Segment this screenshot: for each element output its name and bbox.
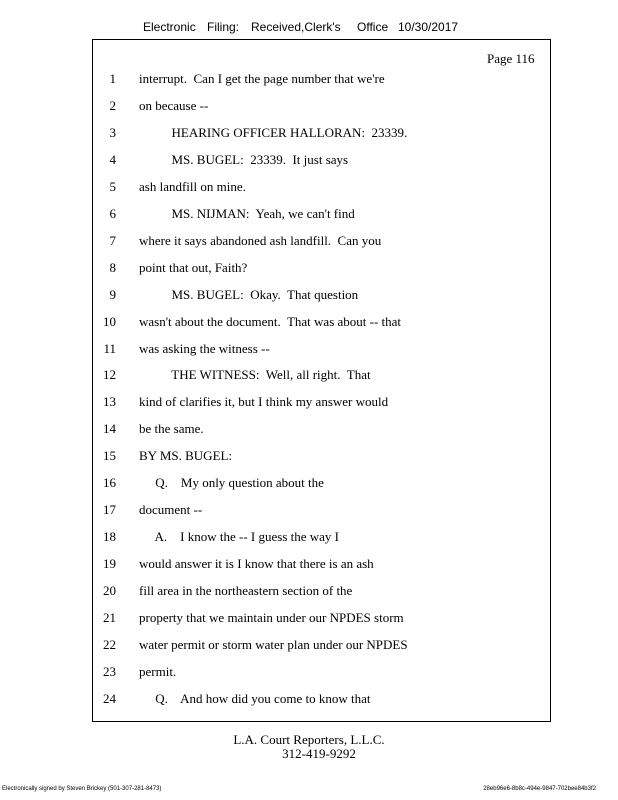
court-reporter-phone: 312-419-9292 [282, 746, 356, 761]
line-number: 11 [103, 340, 116, 356]
transcript-line [0, 556, 618, 574]
line-text: wasn't about the document. That was about -- that [139, 313, 402, 329]
line-number: 1 [109, 71, 116, 86]
line-text: permit. [139, 663, 177, 679]
line-text: on because -- [139, 97, 209, 113]
transcript-line [0, 475, 618, 493]
document-hash: 28eb96e6-8b8c-494e-9847-702bee84b3f2 [483, 786, 596, 792]
transcript-line [0, 664, 618, 682]
line-text: MS. NIJMAN: Yeah, we can't find [139, 205, 355, 221]
court-reporter-name: L.A. Court Reporters, L.L.C. [233, 732, 385, 747]
line-number: 21 [103, 610, 116, 625]
transcript-line [0, 691, 618, 709]
line-number: 5 [109, 178, 116, 194]
line-number: 12 [103, 367, 116, 383]
line-text: BY MS. BUGEL: [139, 448, 233, 464]
line-text: MS. BUGEL: Okay. That question [139, 286, 359, 302]
header-date: 10/30/2017 [398, 20, 459, 34]
line-text: where it says abandoned ash landfill. Can you [139, 232, 382, 248]
line-text: would answer it is I know that there is an ash [139, 556, 374, 572]
electronic-signature: Electronically signed by Steven Brickey (501-307-281-8473) [2, 786, 162, 792]
line-text: THE WITNESS: Well, all right. That [139, 367, 371, 383]
line-number: 7 [109, 232, 116, 248]
transcript-line [0, 179, 618, 197]
line-number: 9 [109, 286, 116, 302]
line-number: 8 [109, 259, 116, 275]
transcript-line [0, 287, 618, 305]
transcript-line [0, 448, 618, 466]
filing-header [0, 20, 618, 36]
line-number: 23 [103, 663, 116, 679]
line-number: 14 [103, 421, 116, 437]
line-text: Q. And how did you come to know that [139, 690, 371, 706]
header-filing: Filing: [207, 20, 240, 34]
line-number: 3 [109, 124, 116, 140]
line-text: kind of clarifies it, but I think my answer would [139, 394, 389, 410]
transcript-line [0, 637, 618, 655]
line-number: 10 [103, 313, 116, 329]
line-text: interrupt. Can I get the page number that we're [139, 71, 385, 86]
transcript-line [0, 529, 618, 547]
transcript-line [0, 152, 618, 170]
line-number: 16 [103, 475, 116, 491]
line-number: 15 [103, 448, 116, 464]
transcript-line [0, 314, 618, 332]
line-number: 19 [103, 556, 116, 572]
line-number: 2 [109, 97, 116, 113]
line-text: was asking the witness -- [139, 340, 270, 356]
line-text: HEARING OFFICER HALLORAN: 23339. [139, 124, 408, 140]
line-number: 22 [103, 636, 116, 652]
transcript-line [0, 125, 618, 143]
line-text: ash landfill on mine. [139, 178, 246, 194]
line-text: water permit or storm water plan under our NPDES [139, 636, 408, 652]
line-text: property that we maintain under our NPDES storm [139, 610, 404, 625]
line-number: 13 [103, 394, 116, 410]
header-office: Office [357, 20, 389, 34]
line-text: fill area in the northeastern section of the [139, 583, 353, 599]
footer [0, 733, 618, 761]
line-text: A. I know the -- I guess the way I [139, 529, 340, 545]
line-number: 4 [109, 151, 116, 167]
header-received-clerks: Received,Clerk's [251, 20, 341, 34]
transcript-line [0, 98, 618, 116]
transcript-line [0, 260, 618, 278]
transcript-line [0, 583, 618, 601]
line-number: 6 [109, 205, 116, 221]
transcript-line [0, 610, 618, 628]
page-number: Page 116 [487, 51, 535, 66]
transcript-line [0, 233, 618, 251]
line-text: Q. My only question about the [139, 475, 324, 491]
transcript-line [0, 421, 618, 439]
line-number: 20 [103, 583, 116, 599]
line-number: 17 [103, 502, 116, 518]
line-number: 24 [103, 690, 116, 706]
transcript-line [0, 502, 618, 520]
transcript-line [0, 394, 618, 412]
transcript-line [0, 367, 618, 385]
line-text: document -- [139, 502, 203, 518]
transcript-line [0, 341, 618, 359]
header-electronic: Electronic [143, 20, 196, 34]
line-text: be the same. [139, 421, 204, 437]
line-text: point that out, Faith? [139, 259, 248, 275]
transcript-line [0, 206, 618, 224]
line-number: 18 [103, 529, 116, 545]
transcript-line [0, 71, 618, 89]
line-text: MS. BUGEL: 23339. It just says [139, 151, 349, 167]
